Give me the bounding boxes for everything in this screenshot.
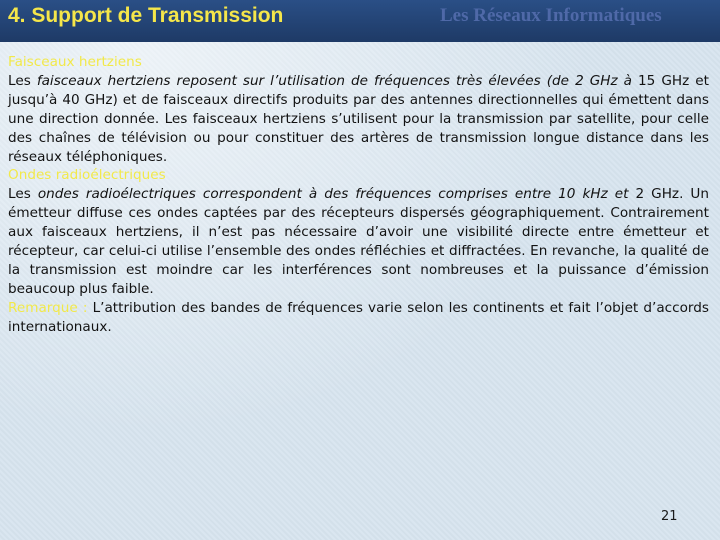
slide-subtitle: Les Réseaux Informatiques xyxy=(440,5,662,26)
remark-paragraph xyxy=(8,299,709,337)
section-heading: Faisceaux hertziens xyxy=(8,54,142,70)
section-text: 2 GHz. Un émetteur diffuse ces ondes captées par des récepteurs dispersés géographiquement. Contrairement aux faisceaux hertziens, il n’est pas nécessaire d’avoir une visibilité directe entre émetteur et récepteur, car celui-ci utilise l’ensemble des ondes réfléchies et diffractées. En revanche, la qualité de la transmission est moindre car les interférences sont nombreuses et la puissance d’émission beaucoup plus faible. xyxy=(8,186,709,297)
section-text: 15 GHz et jusqu’à 40 GHz) et de faisceaux directifs produits par des antennes directionnelles qui émettent dans une direction donnée. Les faisceaux hertziens s’utilisent pour la transmission par satellite, pour celle des chaînes de télévision ou pour constituer des artères de transmission longue distance dans les réseaux téléphoniques. xyxy=(8,72,709,165)
slide-title: 4. Support de Transmission xyxy=(8,4,284,27)
slide-header xyxy=(0,0,720,42)
page-number: 21 xyxy=(661,509,678,524)
remark-text: L’attribution des bandes de fréquences varie selon les continents et fait l’objet d’accords internationaux. xyxy=(8,299,709,335)
section-heading: Ondes radioélectriques xyxy=(8,167,166,184)
section-faisceaux-hertziens xyxy=(8,53,709,166)
section-italic-text: faisceaux hertziens reposent sur l’utilisation de fréquences très élevées (de 2 GHz à xyxy=(36,72,632,89)
remark-label: Remarque : xyxy=(8,299,93,316)
section-italic-text: ondes radioélectriques correspondent à des fréquences comprises entre 10 kHz et xyxy=(37,186,629,203)
section-intro: Les xyxy=(8,186,38,203)
section-intro: Les xyxy=(8,72,37,89)
slide-body xyxy=(8,53,709,337)
section-ondes-radioelectriques xyxy=(8,166,709,298)
